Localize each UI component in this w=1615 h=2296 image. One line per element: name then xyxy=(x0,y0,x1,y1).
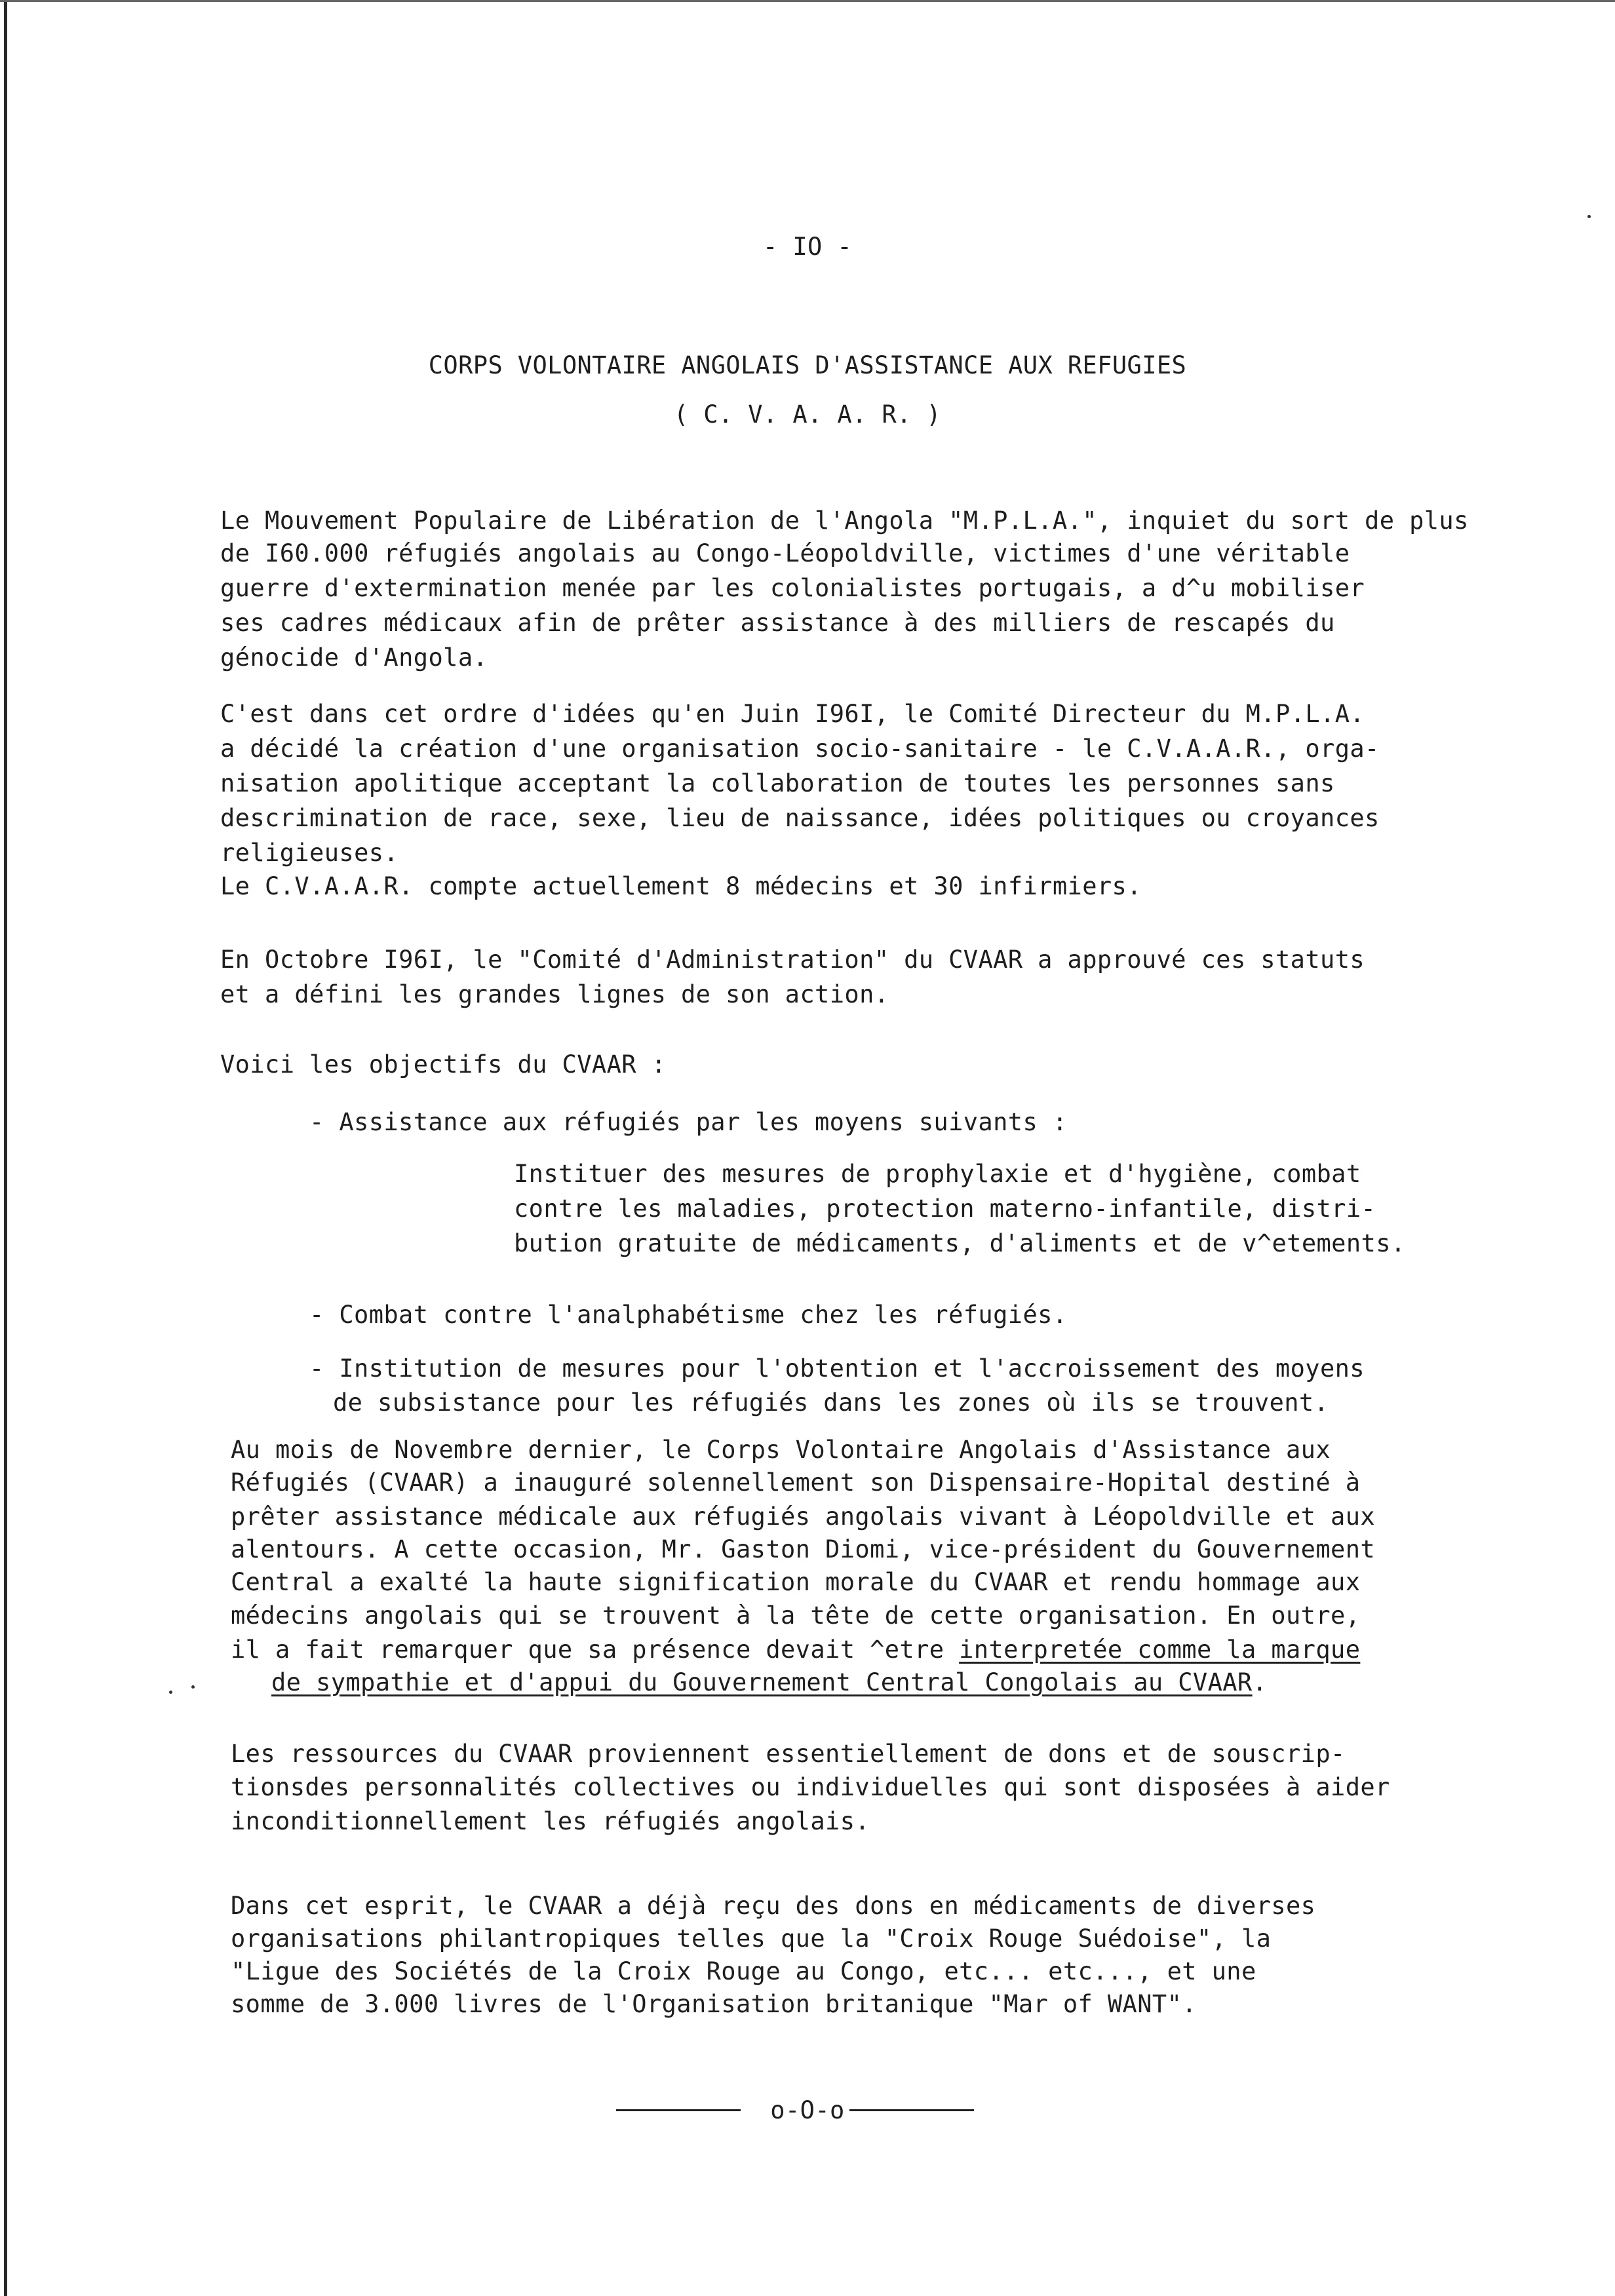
page-number: - IO - xyxy=(762,233,853,261)
objective-item: - Assistance aux réfugiés par les moyens suivants : xyxy=(309,1108,1068,1136)
text-line: guerre d'extermination menée par les colonialistes portugais, a d^u mobiliser xyxy=(220,574,1365,602)
text-line: médecins angolais qui se trouvent à la tête de cette organisation. En outre, xyxy=(231,1601,1361,1630)
text-line xyxy=(231,1634,1360,1666)
document-acronym: ( C. V. A. A. R. ) xyxy=(673,400,942,429)
text-line: Central a exalté la haute signification morale du CVAAR et rendu hommage aux xyxy=(231,1568,1361,1596)
underlined-text: interpretée comme la marque xyxy=(959,1636,1361,1664)
text-line: contre les maladies, protection materno-infantile, distri- xyxy=(514,1195,1376,1223)
text-line: - Institution de mesures pour l'obtention et l'accroissement des moyens xyxy=(309,1354,1365,1383)
text-line: inconditionnellement les réfugiés angolais. xyxy=(231,1807,870,1835)
text-line: de I60.000 réfugiés angolais au Congo-Léopoldville, victimes d'une véritable xyxy=(220,539,1350,567)
text-line: alentours. A cette occasion, Mr. Gaston Diomi, vice-président du Gouvernement xyxy=(231,1535,1376,1563)
text-line: organisations philantropiques telles que la "Croix Rouge Suédoise", la xyxy=(231,1924,1272,1953)
underlined-text: de sympathie et d'appui du Gouvernement Central Congolais au CVAAR xyxy=(271,1668,1253,1696)
document-title: CORPS VOLONTAIRE ANGOLAIS D'ASSISTANCE AUX REFUGIES xyxy=(428,351,1187,379)
text-segment: il a fait remarquer que sa présence devait ^etre xyxy=(231,1636,960,1664)
scan-speck xyxy=(191,1685,195,1689)
text-line: de subsistance pour les réfugiés dans les zones où ils se trouvent. xyxy=(333,1388,1329,1417)
scan-speck xyxy=(169,1691,172,1694)
text-line: et a défini les grandes lignes de son action. xyxy=(220,980,889,1008)
objectives-intro: Voici les objectifs du CVAAR : xyxy=(220,1050,667,1079)
text-line: Au mois de Novembre dernier, le Corps Volontaire Angolais d'Assistance aux xyxy=(231,1436,1331,1464)
text-line: a décidé la création d'une organisation socio-sanitaire - le C.V.A.A.R., orga- xyxy=(220,735,1380,763)
text-line: tionsdes personnalités collectives ou individuelles qui sont disposées à aider xyxy=(231,1773,1390,1801)
text-line xyxy=(271,1666,1267,1699)
text-line: Les ressources du CVAAR proviennent essentiellement de dons et de souscrip- xyxy=(231,1740,1346,1768)
text-line: ses cadres médicaux afin de prêter assistance à des milliers de rescapés du xyxy=(220,609,1335,637)
text-line: bution gratuite de médicaments, d'aliments et de v^etements. xyxy=(514,1229,1406,1257)
text-line: prêter assistance médicale aux réfugiés angolais vivant à Léopoldville et aux xyxy=(231,1502,1376,1531)
text-line: Le Mouvement Populaire de Libération de l'Angola "M.P.L.A.", inquiet du sort de plus xyxy=(220,507,1469,535)
footer-ornament: o-O-o xyxy=(770,2096,845,2124)
text-line: Dans cet esprit, le CVAAR a déjà reçu des dons en médicaments de diverses xyxy=(231,1892,1316,1920)
objective-item: - Combat contre l'analphabétisme chez les réfugiés. xyxy=(309,1301,1068,1329)
text-line: Instituer des mesures de prophylaxie et d'hygiène, combat xyxy=(514,1160,1361,1188)
scan-speck xyxy=(1587,215,1591,218)
text-line: génocide d'Angola. xyxy=(220,643,488,672)
text-line: Réfugiés (CVAAR) a inauguré solennellement son Dispensaire-Hopital destiné à xyxy=(231,1468,1361,1497)
text-line: Le C.V.A.A.R. compte actuellement 8 médecins et 30 infirmiers. xyxy=(220,872,1142,900)
text-line: religieuses. xyxy=(220,839,399,867)
page-top-edge xyxy=(0,0,1615,2)
footer-rule-right xyxy=(849,2109,974,2111)
text-line: En Octobre I96I, le "Comité d'Administration" du CVAAR a approuvé ces statuts xyxy=(220,946,1365,974)
page-left-edge xyxy=(4,0,7,2296)
text-line: nisation apolitique acceptant la collaboration de toutes les personnes sans xyxy=(220,769,1335,797)
text-line: somme de 3.000 livres de l'Organisation britanique "Mar of WANT". xyxy=(231,1990,1197,2018)
text-line: descrimination de race, sexe, lieu de naissance, idées politiques ou croyances xyxy=(220,804,1380,832)
text-segment: . xyxy=(1252,1668,1268,1696)
text-line: "Ligue des Sociétés de la Croix Rouge au Congo, etc... etc..., et une xyxy=(231,1957,1256,1985)
text-line: C'est dans cet ordre d'idées qu'en Juin I96I, le Comité Directeur du M.P.L.A. xyxy=(220,700,1365,728)
